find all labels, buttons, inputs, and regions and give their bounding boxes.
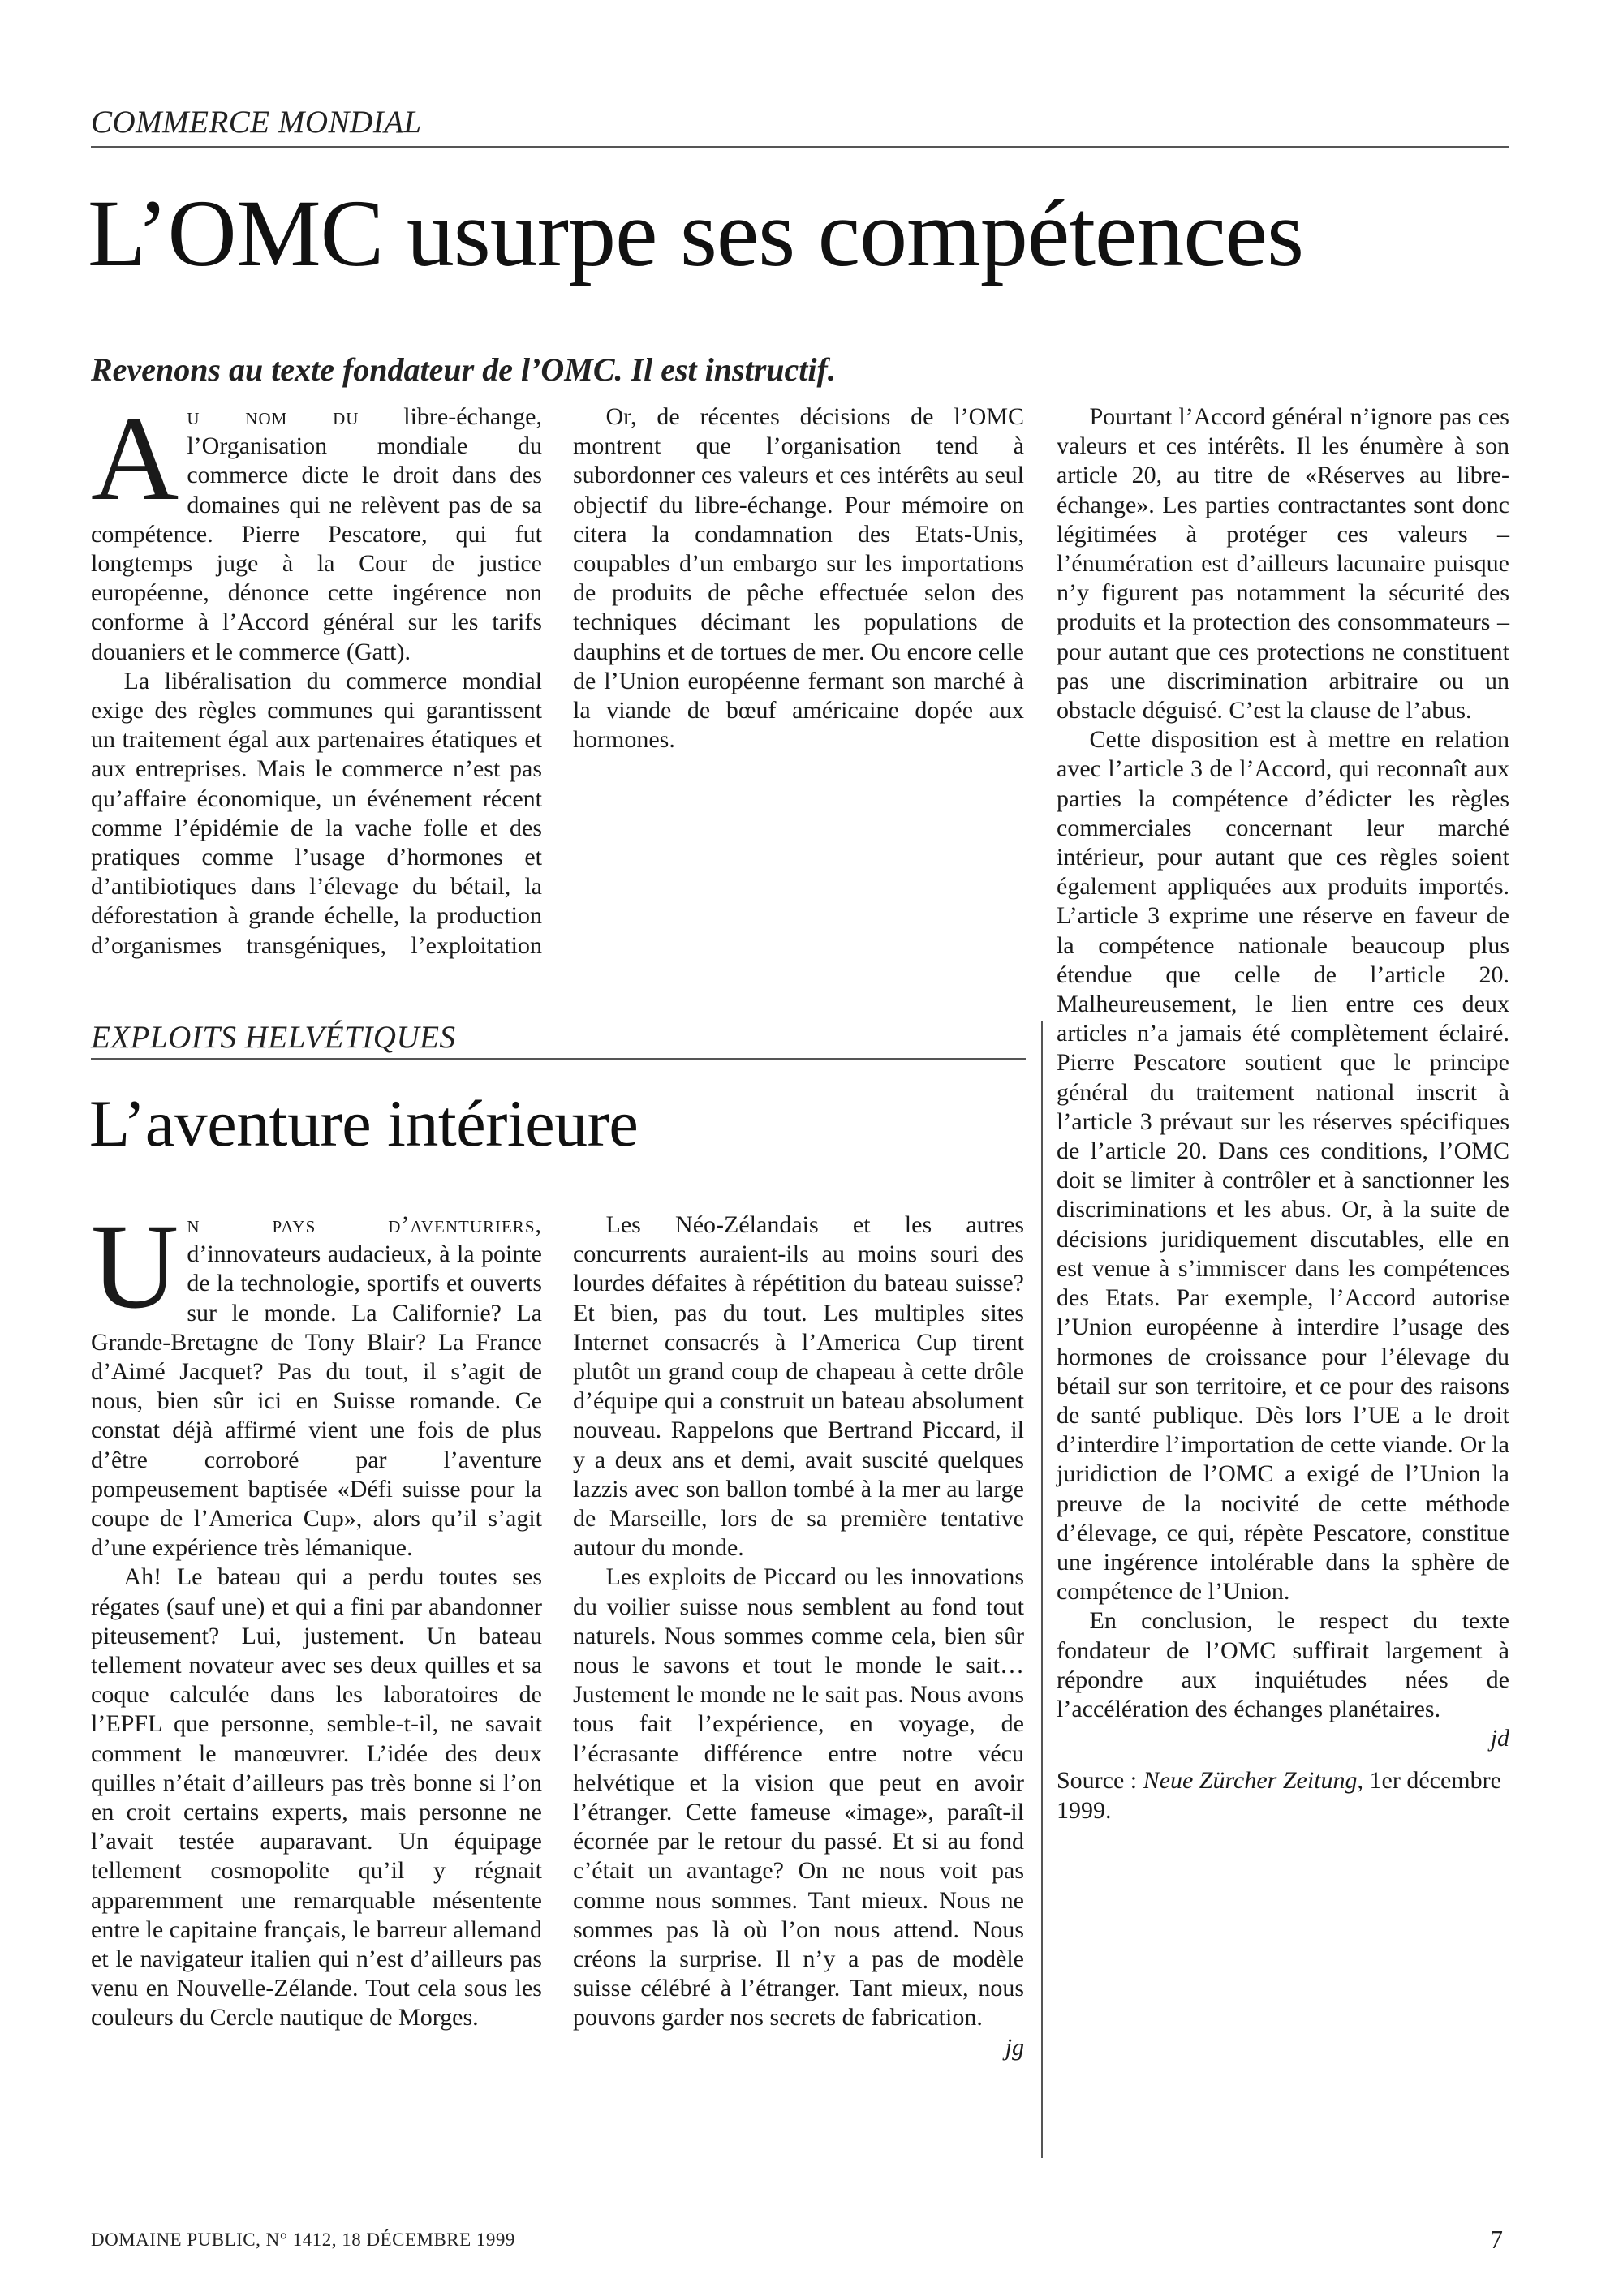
article2-paragraph-4: Les exploits de Piccard ou les innovations du voilier suisse nous semblent au fond tout naturels. Nous sommes comme cela, bien sûr nous le savons et tout le monde le sait… Justement le monde ne le sait pas. Nous avons tous fait l’expérience, en voyage, de l’écrasante différence entre notre vécu helvétique et la vision que peut en avoir l’étranger. Cette fameuse «image», paraît-il écornée par le retour du passé. Et si au fond c’était un avantage? On ne nous voit pas comme nous sommes. Tant mieux. Nous ne sommes pas là où l’on nous attend. Nous créons la surprise. Il n’y a pas de modèle suisse célébré à l’étranger. Tant mieux, nous pouvons garder nos secrets de fabrication.	[573, 1563, 1024, 2032]
article2-signature: jg	[1005, 2033, 1024, 2061]
article2-column-1	[91, 1210, 542, 2176]
article1-source	[1057, 1766, 1509, 1825]
article2-kicker: EXPLOITS HELVÉTIQUES	[91, 1020, 456, 1055]
article1-source-title: Neue Zürcher Zeitung	[1143, 1767, 1358, 1795]
article1-paragraph-6: En conclusion, le respect du texte fondateur de l’OMC suffirait largement à répondre aux inquiétudes nées de l’accélération des échanges planétaires.	[1057, 1607, 1509, 1722]
article2-paragraph-1-text: d’innovateurs audacieux, à la pointe de la technologie, sportifs et ouverts sur le monde. La Californie? La Grande-Bretagne de Tony Blair? La France d’Aimé Jacquet? Pas du tout, il s’agit de nous, bien sûr ici en Suisse romande. Ce constat déjà affirmé vient une fois de plus d’être corroboré par l’aventure pompeusement baptisée «Défi suisse pour la coupe de l’America Cup», alors qu’il s’agit d’une expérience très lémanique.	[91, 1240, 542, 1562]
article1-paragraph-2: La libéralisation du commerce mondial exige des règles communes qui garantissent un traitement égal aux partenaires étatiques et aux entreprises. Mais le commerce n’est pas qu’affaire économique, un événement récent comme l’épidémie de la vache folle et des pratiques comme l’usage d’hormones et d’antibiotiques dans l’élevage du bétail, la déforestation à grande échelle, la production d’organismes transgéniques, l’exploitation	[91, 667, 542, 959]
article1-column-2	[573, 402, 1024, 962]
article2-paragraph-1	[91, 1210, 542, 1563]
footer-publication: DOMAINE PUBLIC, N° 1412, 18 DÉCEMBRE 1999	[91, 2229, 515, 2250]
article1-paragraph-5: Cette disposition est à mettre en relation avec l’article 3 de l’Accord, qui reconnaît aux parties la compétence d’édicter les règles commerciales concernant leur marché intérieur, pour autant que ces règles soient également appliquées aux produits importés. L’article 3 exprime une réserve en faveur de la compétence nationale beaucoup plus étendue que celle de l’article 20. Malheureusement, le lien entre ces deux articles n’a jamais été complètement éclairé. Pierre Pescatore soutient que le principe général du traitement national inscrit à l’article 3 prévaut sur les réserves spécifiques de l’article 20. Dans ces conditions, l’OMC doit se limiter à contrôler et à sanctionner les discriminations et les abus. Or, à la suite de décisions juridiquement discutables, elle en est venue à s’immiscer dans les compétences des Etats. Par exemple, l’Accord autorise l’Union européenne à interdire l’usage des hormones de croissance pour l’élevage du bétail sur son territoire, et ce pour des raisons de santé publique. Dès lors l’UE a le droit d’interdire l’importation de cette viande. Or la juridiction de l’OMC a exigé de l’Union la preuve de la nocivité de cette méthode d’élevage, ce qui, répète Pescatore, constitue une ingérence intolérable dans la sphère de compétence de l’Union.	[1057, 726, 1509, 1606]
column-separator-rule	[1041, 1021, 1043, 2158]
article1-column-3	[1057, 402, 1509, 2187]
article2-paragraph-2: Ah! Le bateau qui a perdu toutes ses régates (sauf une) et qui a fini par abandonner piteusement? Lui, justement. Un bateau tellement novateur avec ses deux quilles et sa coque calculée dans les laboratoires de l’EPFL que personne, semble-t-il, ne savait comment le manœuvrer. L’idée des deux quilles n’était d’ailleurs pas très bonne si l’on en croit certains experts, mais personne ne l’avait testée auparavant. Un équipage tellement cosmopolite qu’il y régnait apparemment une remarquable mésentente entre le capitaine français, le barreur allemand et le navigateur italien qui n’est d’ailleurs pas venu en Nouvelle-Zélande. Tout cela sous les couleurs du Cercle nautique de Morges.	[91, 1563, 542, 2032]
article2-lead-smallcaps: n pays d’aventuriers,	[187, 1211, 542, 1238]
article2-paragraph-3: Les Néo-Zélandais et les autres concurrents auraient-ils au moins souri des lourdes défaites à répétition du bateau suisse? Et bien, pas du tout. Les multiples sites Internet consacrés à l’America Cup tirent plutôt un grand coup de chapeau à cette drôle d’équipe qui a construit un bateau absolument nouveau. Rappelons que Bertrand Piccard, il y a deux ans et demi, avait suscité quelques lazzis avec son ballon tombé à la mer au large de Marseille, lors de sa première tentative autour du monde.	[573, 1211, 1024, 1562]
article1-paragraph-4: Pourtant l’Accord général n’ignore pas ces valeurs et ces intérêts. Il les énumère à son article 20, au titre de «Réserves au libre-échange». Les parties contractantes sont donc légitimées à protéger ces valeurs – l’énumération est d’ailleurs lacunaire puisque n’y figurent pas notamment la sécurité des produits et la protection des consommateurs – pour autant que ces protections ne constituent pas une discrimination arbitraire ou un obstacle déguisé. C’est la clause de l’abus.	[1057, 403, 1509, 724]
article1-paragraph-3: Or, de récentes décisions de l’OMC montrent que l’organisation tend à subordonner ces valeurs et ces intérêts au seul objectif du libre-échange. Pour mémoire on citera la condamnation des Etats-Unis, coupables d’un embargo sur les importations de produits de pêche effectuée selon des techniques décimant les populations de dauphins et de tortues de mer. Ou encore celle de l’Union européenne fermant son marché à la viande de bœuf américaine dopée aux hormones.	[573, 403, 1024, 754]
article1-source-prefix: Source :	[1057, 1767, 1143, 1795]
article1-paragraph-1-text: libre-échange, l’Organisation mondiale du commerce dicte le droit dans des domaines qui ne relèvent pas de sa compétence. Pierre Pescatore, qui fut longtemps juge à la Cour de justice européenne, dénonce cette ingérence non conforme à l’Accord général sur les tarifs douaniers et le commerce (Gatt).	[91, 403, 542, 665]
article2-dropcap: U	[91, 1210, 179, 1334]
article2-column-2	[573, 1210, 1024, 2176]
article1-kicker-rule	[91, 146, 1509, 148]
article1-paragraph-1	[91, 402, 542, 667]
article1-deck: Revenons au texte fondateur de l’OMC. Il est instructif.	[91, 351, 836, 388]
article1-title: L’OMC usurpe ses compétences	[88, 180, 1304, 286]
article1-source-suffix: , 1er décembre 1999.	[1057, 1767, 1501, 1824]
article2-title: L’aventure intérieure	[89, 1086, 639, 1160]
article2-kicker-rule	[91, 1058, 1026, 1060]
article1-kicker: COMMERCE MONDIAL	[91, 105, 422, 140]
page-number: 7	[1490, 2225, 1503, 2254]
article1-column-1	[91, 402, 542, 962]
article1-lead-smallcaps: u nom du	[187, 403, 359, 430]
article1-signature: jd	[1490, 1725, 1509, 1752]
article1-dropcap: A	[91, 402, 179, 526]
